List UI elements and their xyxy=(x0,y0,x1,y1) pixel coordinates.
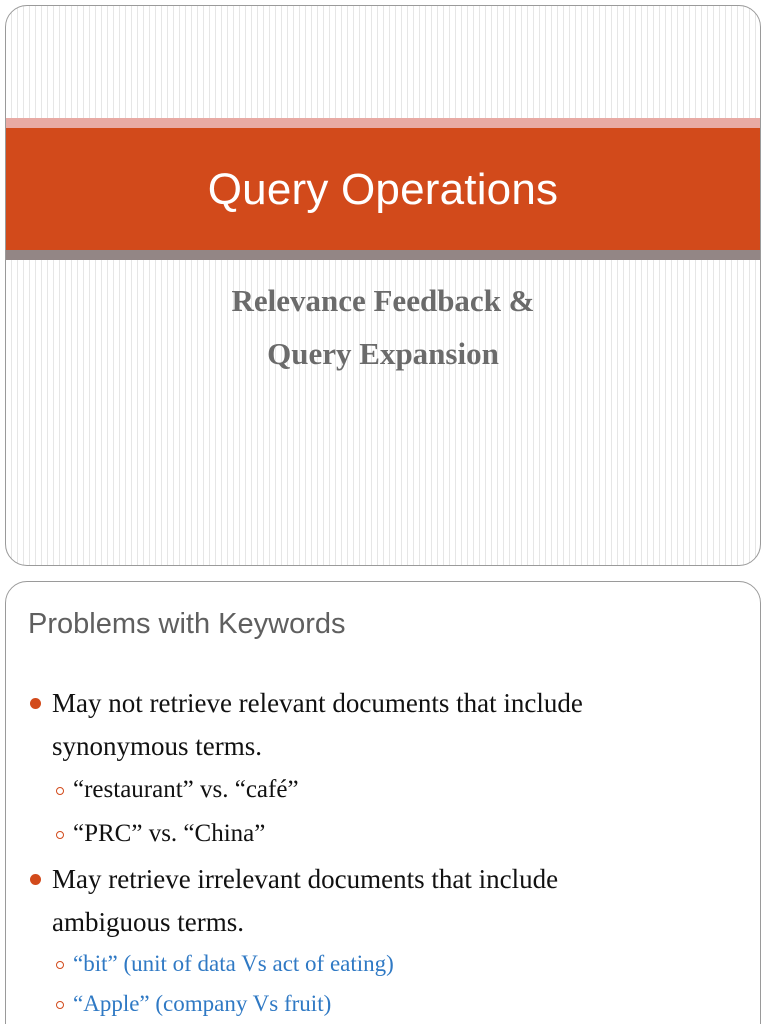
bullet-text-line: synonymous terms. xyxy=(52,731,263,761)
sub-bullet-text: “Apple” (company Vs fruit) xyxy=(73,991,332,1016)
sub-bullet-text: “PRC” vs. “China” xyxy=(73,820,266,847)
sub-bullet-item xyxy=(6,812,760,856)
bullet-text-line: May retrieve irrelevant documents that include xyxy=(52,864,559,894)
title-band-top-stripe xyxy=(6,118,760,128)
title-slide xyxy=(5,5,761,566)
subtitle-line-1: Relevance Feedback & xyxy=(231,283,535,318)
bullet-list xyxy=(6,682,760,1024)
sub-bullet-ring-icon xyxy=(56,1001,64,1009)
sub-bullet-text: “restaurant” vs. “café” xyxy=(73,776,299,803)
title-band-bottom-stripe xyxy=(6,250,760,260)
bullet-item xyxy=(6,682,760,768)
subtitle-line-2: Query Expansion xyxy=(267,336,499,371)
bullet-dot-icon xyxy=(30,698,41,709)
slide-subtitle xyxy=(6,274,760,380)
sub-bullet-ring-icon xyxy=(56,961,64,969)
sub-bullet-ring-icon xyxy=(56,831,64,839)
bullet-dot-icon xyxy=(30,874,41,885)
content-slide xyxy=(5,581,761,1024)
sub-bullet-item xyxy=(6,984,760,1024)
content-slide-title: Problems with Keywords xyxy=(28,608,346,640)
slide-title: Query Operations xyxy=(207,165,559,214)
bullet-text-line: May not retrieve relevant documents that include xyxy=(52,688,583,718)
sub-bullet-item xyxy=(6,768,760,812)
sub-bullet-item xyxy=(6,944,760,984)
title-band xyxy=(6,128,760,250)
bullet-item xyxy=(6,858,760,944)
sub-bullet-text: “bit” (unit of data Vs act of eating) xyxy=(73,951,394,976)
bullet-text-line: ambiguous terms. xyxy=(52,907,244,937)
sub-bullet-ring-icon xyxy=(56,787,64,795)
